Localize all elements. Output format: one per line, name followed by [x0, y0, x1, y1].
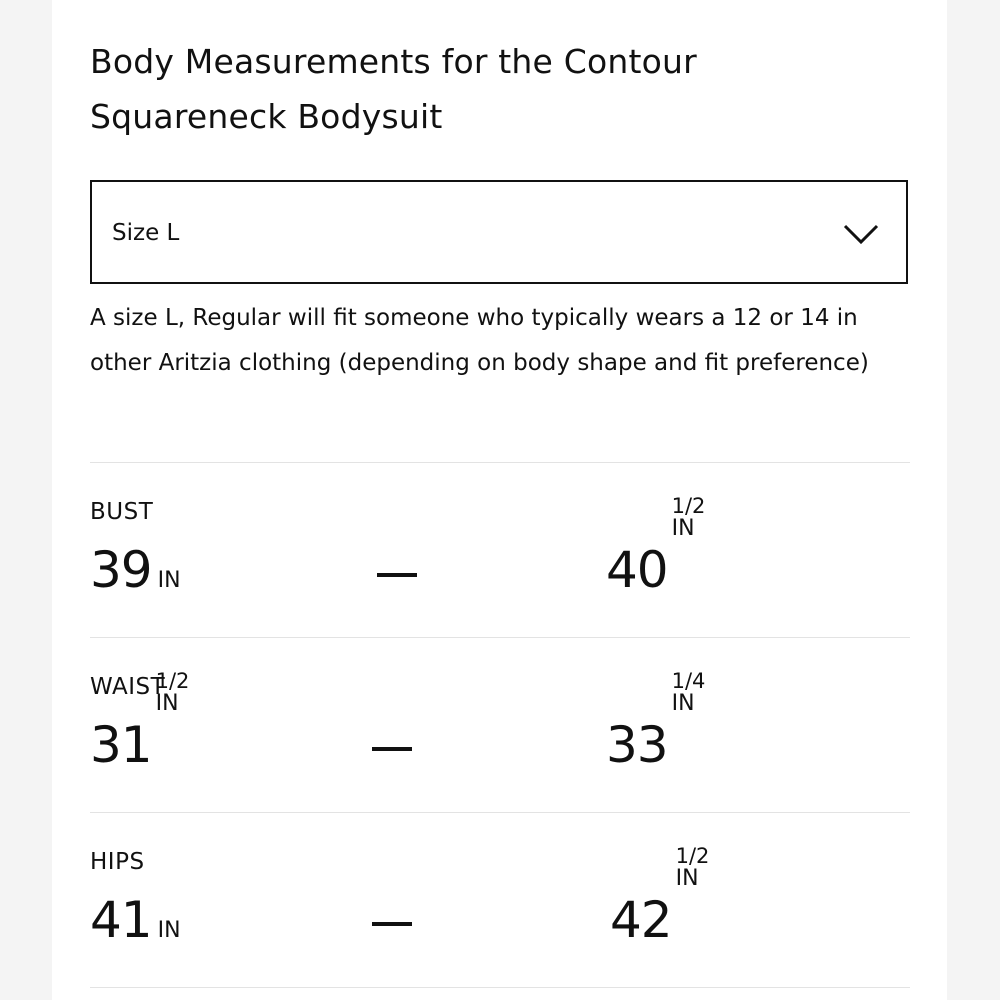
waist-max-fraction: 1/4 — [671, 669, 706, 693]
bust-max-number: 40 — [606, 541, 668, 599]
bust-label: BUST — [90, 499, 154, 525]
hips-min-number: 41 — [90, 891, 152, 949]
waist-min-unit: IN — [155, 691, 179, 716]
hips-range-separator — [372, 922, 412, 926]
bust-range-separator — [377, 573, 417, 577]
page-title: Body Measurements for the Contour Squareneck Bodysuit — [90, 42, 697, 136]
hips-max-value — [610, 844, 712, 950]
divider — [90, 637, 910, 638]
measurements-panel — [52, 0, 947, 1000]
size-dropdown[interactable] — [90, 180, 908, 284]
hips-min-unit: IN — [157, 918, 181, 943]
waist-range-separator — [372, 747, 412, 751]
hips-max-unit: IN — [675, 866, 699, 891]
bust-min-value — [90, 540, 181, 600]
waist-max-fraction-unit — [671, 669, 708, 762]
waist-min-fraction: 1/2 — [155, 669, 190, 693]
divider — [90, 987, 910, 988]
size-dropdown-value: Size L — [112, 220, 180, 246]
waist-max-unit: IN — [671, 691, 695, 716]
waist-max-value — [606, 669, 708, 775]
waist-min-fraction-unit — [155, 669, 192, 762]
bust-max-fraction: 1/2 — [671, 494, 706, 518]
hips-min-value — [90, 890, 181, 950]
bust-max-unit: IN — [671, 516, 695, 541]
divider — [90, 812, 910, 813]
bust-max-value — [606, 494, 708, 600]
chevron-down-icon — [842, 222, 880, 246]
size-fit-description: A size L, Regular will fit someone who typically wears a 12 or 14 in other Aritzia clothing (depending on body shape and fit preference) — [90, 305, 869, 376]
bust-min-unit: IN — [157, 568, 181, 593]
hips-max-fraction-unit — [675, 844, 712, 937]
divider — [90, 462, 910, 463]
waist-label: WAIST — [90, 674, 166, 700]
waist-max-number: 33 — [606, 716, 668, 774]
waist-min-number: 31 — [90, 716, 152, 774]
bust-max-fraction-unit — [671, 494, 708, 587]
hips-label: HIPS — [90, 849, 145, 875]
hips-max-number: 42 — [610, 891, 672, 949]
bust-min-number: 39 — [90, 541, 152, 599]
hips-max-fraction: 1/2 — [675, 844, 710, 868]
